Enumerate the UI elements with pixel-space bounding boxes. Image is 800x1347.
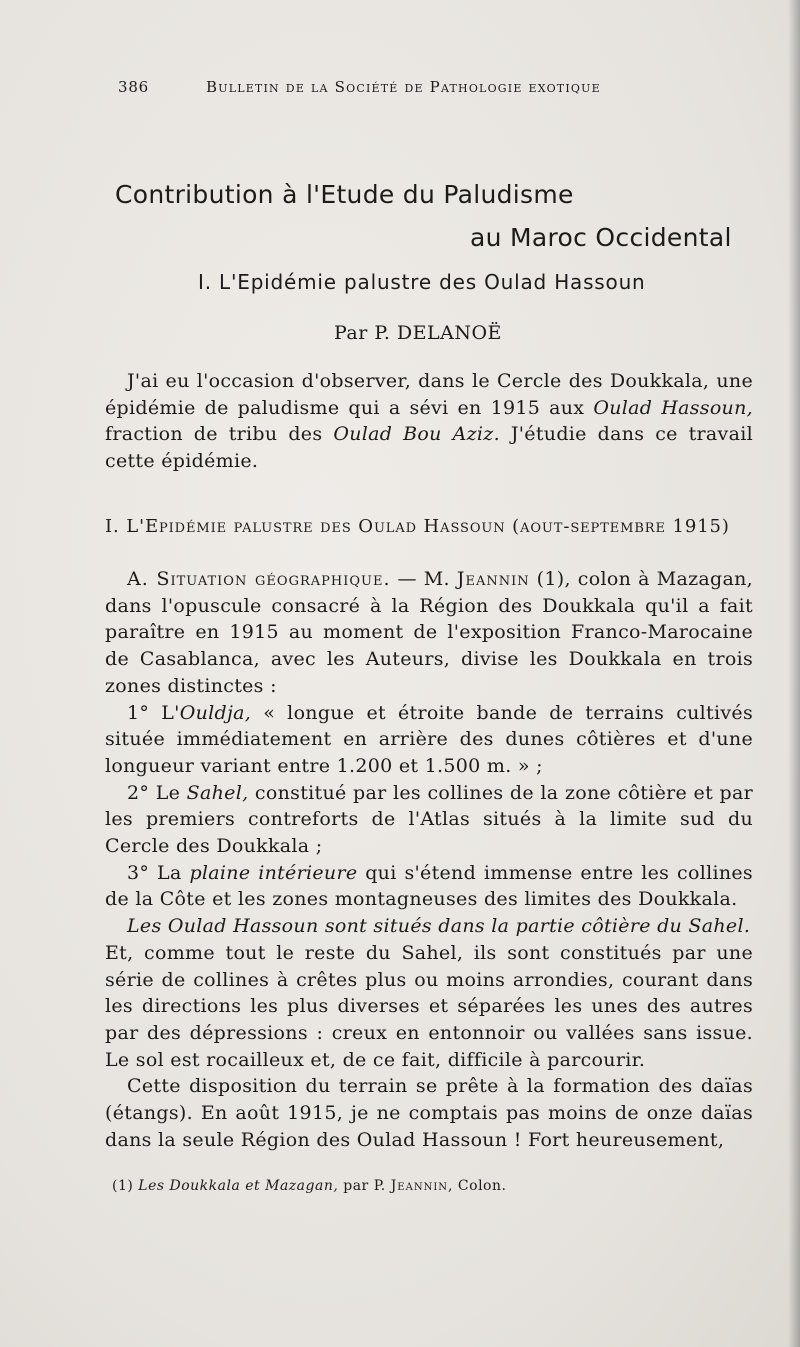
main-text-block: [105, 566, 753, 1153]
footnote-italic-title: Les Doukkala et Mazagan,: [138, 1178, 339, 1194]
subsection-label: A. Situation géographique.: [127, 568, 391, 590]
paragraph-situation: [105, 566, 753, 700]
article-subtitle: I. L'Epidémie palustre des Oulad Hassoun: [198, 270, 646, 294]
text-span: qui s'étend immense entre les collines de la Côte et les zones montagneuses des limites des Doukkala.: [105, 861, 753, 911]
text-span: — M.: [390, 568, 457, 590]
intro-paragraph-block: [105, 368, 753, 475]
section-heading: I. L'Epidémie palustre des Oulad Hassoun (aout-septembre 1915): [105, 516, 730, 537]
footnote-author: Jeannin: [390, 1178, 449, 1194]
paragraph-zone-1: [105, 700, 753, 780]
author-name: Jeannin: [456, 568, 530, 590]
italic-term: plaine intérieure: [189, 861, 358, 884]
intro-italic-oulad-bou-aziz: Oulad Bou Aziz.: [333, 423, 500, 446]
text-span: 1° L': [127, 701, 180, 724]
page-edge-shadow: [788, 0, 800, 1347]
text-span: 3° La: [127, 861, 190, 884]
intro-paragraph: [105, 368, 753, 475]
italic-sentence: Les Oulad Hassoun sont situés dans la partie côtière du Sahel.: [127, 915, 751, 938]
paragraph-hills: Et, comme tout le reste du Sahel, ils sont constitués par une série de collines à crêtes plus ou moins arrondies, courant dans les directions les plus diverses et séparées les unes des autres par des dépressions : creux en entonnoir ou vallées sans issue. Le sol est rocailleux et, de ce fait, difficile à parcourir.: [105, 941, 753, 1071]
text-span: « longue et étroite bande de terrains cultivés située immédiatement en arrière des dunes côtières et d'une longueur variant entre 1.200 et 1.500 m. » ;: [105, 701, 754, 777]
intro-text-c: J'étudie dans ce travail cette épidémie.: [105, 423, 753, 473]
italic-term: Ouldja,: [179, 701, 252, 724]
paragraph-zone-2: [105, 780, 753, 860]
page-number: 386: [118, 78, 150, 96]
article-author: Par P. DELANOË: [334, 322, 502, 344]
text-span: par P.: [338, 1178, 391, 1194]
intro-text-a: J'ai eu l'occasion d'observer, dans le Cercle des Doukkala, une épidémie de paludisme qui a sévi en 1915 aux: [105, 370, 753, 419]
text-span: constitué par les collines de la zone côtière et par les premiers contreforts de l'Atlas situés à la limite sud du Cercle des Doukkala ;: [105, 781, 753, 858]
text-span: 2° Le: [127, 781, 187, 804]
paragraph-daias: Cette disposition du terrain se prête à la formation des daïas (étangs). En août 1915, je ne comptais pas moins de onze daïas dans la seule Région des Oulad Hassoun ! Fort heureusement,: [105, 1075, 753, 1151]
italic-term: Sahel,: [186, 781, 249, 804]
paragraph-zone-3: [105, 860, 753, 913]
article-title-line1: Contribution à l'Etude du Paludisme: [115, 180, 574, 209]
footnote-number: (1): [112, 1178, 139, 1194]
intro-italic-oulad-hassoun: Oulad Hassoun,: [593, 396, 753, 419]
footnote: [112, 1178, 732, 1194]
article-title-line2: au Maroc Occidental: [470, 223, 732, 252]
text-span: , Colon.: [448, 1178, 507, 1194]
intro-text-b: fraction de tribu des: [105, 423, 334, 446]
running-title: Bulletin de la Société de Pathologie exotique: [206, 78, 601, 96]
paragraph-italic-location: [105, 913, 753, 940]
text-span: (1), colon à Mazagan, dans l'opuscule consacré à la Région des Doukkala qu'il a fait paraître en 1915 au moment de l'exposition Franco-Marocaine de Casablanca, avec les Auteurs, divise les Doukkala en trois zones distinctes :: [105, 568, 753, 697]
